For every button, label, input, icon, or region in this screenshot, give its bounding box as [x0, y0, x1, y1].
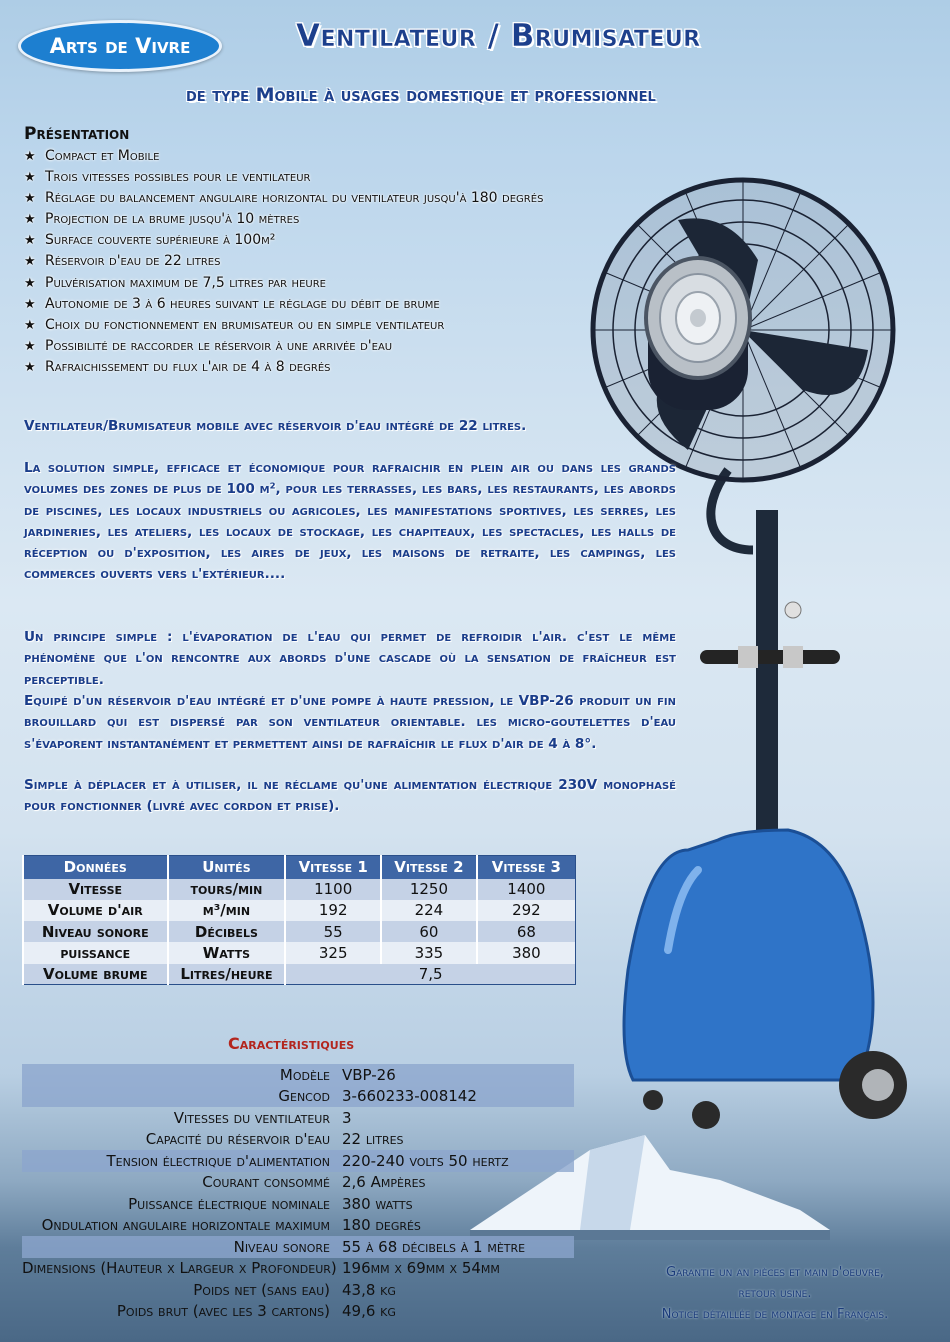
- list-item: ★ Choix du fonctionnement en brumisateur ou en simple ventilateur: [24, 315, 543, 336]
- spec-row: Poids brut (avec les 3 cartons) 49,6 kg: [116, 1302, 396, 1321]
- star-icon: ★: [24, 359, 36, 375]
- warranty-line: Garantie un an pièces et main d'oeuvre,: [666, 1265, 884, 1280]
- presentation-heading: Présentation: [24, 124, 130, 144]
- star-icon: ★: [24, 254, 36, 270]
- star-icon: ★: [24, 296, 36, 312]
- star-icon: ★: [24, 233, 36, 249]
- list-item: ★ Possibilité de raccorder le réservoir à une arrivée d'eau: [24, 336, 543, 357]
- star-icon: ★: [24, 149, 36, 164]
- star-icon: ★: [24, 317, 36, 333]
- table-cell: Watts: [168, 942, 286, 963]
- star-icon: ★: [24, 170, 36, 186]
- list-item: ★ Rafraichissement du flux l'air de 4 à 8 degrés: [24, 357, 543, 378]
- warranty-note: [610, 1262, 940, 1325]
- fan-pole: [756, 510, 778, 850]
- table-cell: Litres/heure: [168, 964, 286, 985]
- table-cell: Niveau sonore: [23, 921, 168, 942]
- table-cell: m³/min: [168, 900, 286, 921]
- table-cell: tours/min: [168, 879, 286, 900]
- page-subtitle: de type Mobile à usages domestique et professionnel: [186, 84, 656, 106]
- table-row: [23, 964, 576, 985]
- table-header: Vitesse 3: [477, 856, 576, 879]
- table-cell: 7,5: [285, 964, 575, 985]
- warranty-line: retour usine.: [738, 1286, 812, 1301]
- list-item: ★ Compact et Mobile: [24, 146, 543, 167]
- table-cell: Volume brume: [23, 964, 168, 985]
- star-icon: ★: [24, 191, 36, 207]
- spec-row: Poids net (sans eau) 43,8 kg: [193, 1280, 396, 1299]
- spec-row: Tension électrique d'alimentation 220-240 volts 50 hertz: [22, 1150, 574, 1172]
- table-cell: 380: [477, 942, 576, 963]
- list-item: ★ Surface couverte supérieure à 100m²: [24, 230, 543, 251]
- description-equipment: Equipé d'un réservoir d'eau intégré et d'une pompe à haute pression, le VBP-26 produit un fin brouillard qui est dispersé par son ventilateur orientable. les micro-goutelettes d'eau s'évaporent instantanément et permettent ainsi de rafraîchir le flux d'air de 4 à 8°.: [24, 693, 676, 752]
- table-row: [23, 900, 576, 921]
- spec-row: Ondulation angulaire horizontale maximum 180 degrés: [41, 1216, 421, 1235]
- list-item: ★ Trois vitesses possibles pour le ventilateur: [24, 167, 543, 188]
- list-item: ★ Autonomie de 3 à 6 heures suivant le réglage du débit de brume: [24, 294, 543, 315]
- table-cell: 192: [285, 900, 381, 921]
- table-cell: 325: [285, 942, 381, 963]
- table-cell: 335: [381, 942, 477, 963]
- page-title: Ventilateur / Brumisateur: [296, 18, 701, 54]
- table-cell: 1250: [381, 879, 477, 900]
- list-item: ★ Pulvérisation maximum de 7,5 litres par heure: [24, 273, 543, 294]
- spec-row: Capacité du réservoir d'eau 22 litres: [145, 1130, 404, 1149]
- specs-list: [22, 1064, 574, 1322]
- list-item: ★ Projection de la brume jusqu'à 10 mètres: [24, 209, 543, 230]
- table-cell: 68: [477, 921, 576, 942]
- table-cell: 60: [381, 921, 477, 942]
- spec-row: Puissance électrique nominale 380 watts: [128, 1194, 413, 1213]
- performance-table: [22, 855, 576, 985]
- spec-row: Vitesses du ventilateur 3: [173, 1108, 352, 1127]
- table-header: Unités: [168, 856, 286, 879]
- table-header: Données: [23, 856, 168, 879]
- description-intro: Ventilateur/Brumisateur mobile avec réservoir d'eau intégré de 22 litres.: [24, 418, 527, 434]
- spec-row: Dimensions (Hauteur x Largeur x Profondeur) 196mm x 69mm x 54mm: [22, 1259, 500, 1278]
- water-tank: [624, 830, 873, 1080]
- spec-row: Courant consommé 2,6 Ampères: [202, 1173, 426, 1192]
- star-icon: ★: [24, 338, 36, 354]
- star-icon: ★: [24, 275, 36, 291]
- presentation-list: [24, 146, 543, 378]
- handle-bar: [700, 650, 840, 664]
- table-header: Vitesse 1: [285, 856, 381, 879]
- table-cell: Vitesse: [23, 879, 168, 900]
- spec-row: Niveau sonore 55 à 68 décibels à 1 mètre: [22, 1236, 574, 1258]
- list-item: ★ Réglage du balancement angulaire horizontal du ventilateur jusqu'à 180 degrés: [24, 188, 543, 209]
- warranty-line: Notice détaillée de montage en Français.: [661, 1307, 889, 1322]
- description-uses: La solution simple, efficace et économique pour rafraichir en plein air ou dans les grands volumes des zones de plus de 100 m², pour les terrasses, les bars, les restaurants, les abords de piscines, les locaux industriels ou agricoles, les manifestations sportives, les serres, les jardineries, les ateliers, les locaux de stockage, les chapiteaux, les spectacles, les halls de réception ou d'exposition, les aires de jeux, les maisons de retraite, les campings, les commerces ouverts vers l'extérieur....: [24, 460, 676, 583]
- table-cell: Volume d'air: [23, 900, 168, 921]
- table-header: Vitesse 2: [381, 856, 477, 879]
- brand-badge: [18, 20, 222, 72]
- table-header-row: [23, 856, 576, 879]
- spec-row: Gencod 3-660233-008142: [22, 1086, 574, 1108]
- table-cell: 224: [381, 900, 477, 921]
- table-cell: 1100: [285, 879, 381, 900]
- caracteristiques-heading: Caractéristiques: [228, 1034, 355, 1053]
- table-cell: 1400: [477, 879, 576, 900]
- table-row: [23, 879, 576, 900]
- table-cell: puissance: [23, 942, 168, 963]
- spec-row: Modèle VBP-26: [22, 1064, 574, 1086]
- brand-name: Arts de Vivre: [49, 34, 191, 58]
- description-usage: Simple à déplacer et à utiliser, il ne réclame qu'une alimentation électrique 230V monophasé pour fonctionner (livré avec cordon et prise).: [24, 777, 676, 815]
- table-row: [23, 921, 576, 942]
- star-icon: ★: [24, 212, 36, 228]
- description-principle: Un principe simple : l'évaporation de l'eau qui permet de refroidir l'air. c'est le même phénomène que l'on rencontre aux abords d'une cascade où la sensation de fraîcheur est perceptible.: [24, 629, 676, 688]
- table-cell: 292: [477, 900, 576, 921]
- table-cell: Décibels: [168, 921, 286, 942]
- list-item: ★ Réservoir d'eau de 22 litres: [24, 251, 543, 272]
- table-row: [23, 942, 576, 963]
- table-cell: 55: [285, 921, 381, 942]
